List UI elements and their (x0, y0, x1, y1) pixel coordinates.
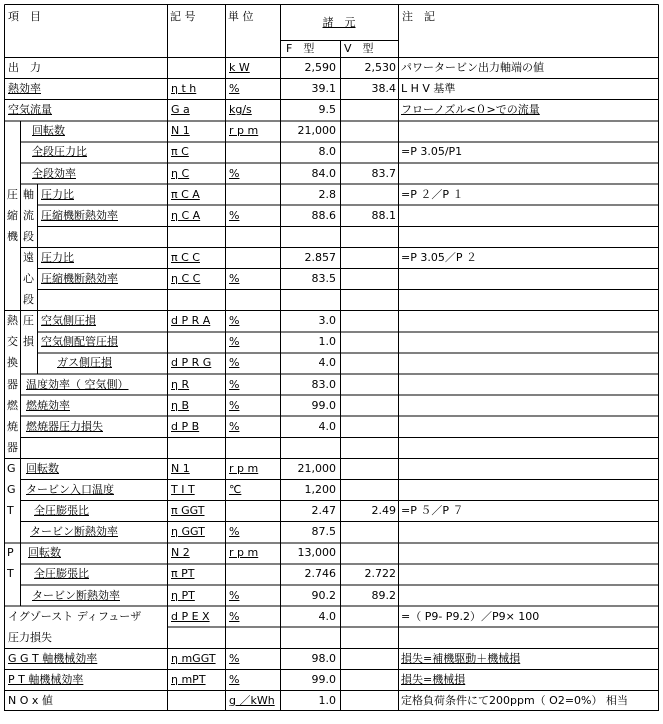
row-unit: % (229, 335, 240, 349)
row-symbol: π C (171, 145, 189, 159)
row-f-value: 4.0 (318, 609, 336, 623)
row-v-value: 2,530 (364, 61, 396, 74)
row-note: =P 3.05/P1 (401, 145, 463, 159)
row-label: G G T 軸機械効率 (8, 651, 98, 665)
group-combustor-char: 器 (7, 440, 18, 454)
row-unit: r p m (229, 124, 259, 138)
row-symbol: η C C (171, 272, 201, 285)
row-unit: % (229, 398, 240, 412)
row-symbol: π GGT (171, 504, 205, 518)
row-label: N O x 値 (8, 694, 53, 707)
header-f-type: F 型 (286, 42, 315, 55)
row-label: イグゾースト ディフューザ (8, 609, 142, 623)
row-v-value: 2.49 (371, 504, 396, 518)
row-unit: kg/s (229, 103, 252, 117)
row-unit: % (229, 82, 240, 96)
row-f-value: 83.0 (311, 377, 336, 391)
group-heat-exchanger-char: 器 (7, 377, 18, 391)
row-label: 温度効率（ 空気側） (26, 377, 129, 391)
row-label: 燃焼効率 (26, 398, 70, 412)
row-label: 圧力比 (41, 250, 74, 264)
row-symbol: η R (171, 377, 190, 391)
row-unit: % (229, 314, 240, 328)
header-unit: 単 位 (228, 10, 254, 23)
row-label: ガス側圧損 (57, 356, 112, 370)
row-unit: r p m (229, 546, 259, 560)
row-unit: g ／kWh (229, 694, 275, 707)
row-unit: % (229, 419, 240, 433)
row-symbol: η GGT (171, 525, 205, 539)
row-unit: r p m (229, 461, 259, 475)
row-unit: % (229, 609, 240, 623)
row-v-value: 83.7 (371, 166, 396, 180)
row-symbol: π PT (171, 567, 195, 581)
row-label: 回転数 (26, 461, 59, 475)
row-f-value: 99.0 (311, 672, 336, 686)
row-unit: % (229, 356, 240, 370)
row-note: パワータービン出力軸端の値 (401, 61, 544, 74)
group-ggt-char: T (7, 504, 14, 518)
row-label: 全圧膨張比 (34, 567, 89, 581)
row-label: 燃焼器圧力損失 (26, 419, 103, 433)
row-f-value: 1.0 (318, 694, 336, 707)
spec-sheet (4, 4, 659, 721)
row-unit: % (229, 525, 240, 539)
group-centrifugal-char: 段 (23, 293, 34, 307)
group-combustor-char: 焼 (7, 419, 18, 433)
row-label: P T 軸機械効率 (8, 672, 84, 686)
row-f-value: 39.1 (311, 82, 336, 96)
row-symbol: η t h (171, 82, 197, 96)
row-unit: % (229, 651, 240, 665)
row-label: タービン入口温度 (26, 483, 114, 496)
row-symbol: π C A (171, 187, 200, 201)
row-symbol: T I T (171, 483, 195, 496)
row-f-value: 13,000 (297, 546, 336, 560)
row-symbol: G a (171, 103, 190, 117)
group-axial-char: 流 (23, 208, 34, 222)
row-f-value: 84.0 (311, 166, 336, 180)
row-symbol: π C C (171, 250, 200, 264)
group-pt-char: P (7, 546, 14, 560)
row-symbol: d P R A (171, 314, 211, 328)
row-unit: % (229, 672, 240, 686)
row-label: 圧力比 (41, 187, 74, 201)
row-symbol: η C A (171, 208, 201, 222)
row-unit: k W (229, 61, 250, 74)
row-unit: % (229, 166, 240, 180)
row-label: 圧縮機断熱効率 (41, 208, 118, 222)
group-axial-char: 軸 (23, 187, 34, 201)
row-f-value: 1,200 (304, 483, 336, 496)
group-ggt-char: G (7, 483, 16, 496)
row-label: 空気側圧損 (41, 314, 96, 328)
row-symbol: N 2 (171, 546, 190, 560)
row-symbol: d P B (171, 419, 200, 433)
group-compressor-char: 縮 (7, 208, 18, 222)
row-unit: % (229, 208, 240, 222)
row-symbol: d P R G (171, 356, 212, 370)
row-note: =P ５／P ７ (401, 504, 464, 518)
group-compressor-char: 圧 (7, 187, 18, 201)
group-pressure-loss-char: 損 (23, 335, 34, 349)
row-unit: % (229, 377, 240, 391)
row-f-value: 2.857 (304, 250, 336, 264)
group-axial-char: 段 (23, 229, 34, 243)
header-v-type: V 型 (344, 42, 374, 55)
header-note: 注 記 (402, 10, 435, 23)
header-item: 項 目 (8, 10, 41, 23)
row-f-value: 3.0 (318, 314, 336, 328)
row-f-value: 83.5 (311, 272, 336, 285)
row-note: =P ２／P １ (401, 187, 464, 201)
row-note: L H V 基準 (401, 82, 456, 96)
row-f-value: 98.0 (311, 651, 336, 665)
row-f-value: 8.0 (318, 145, 336, 159)
row-f-value: 21,000 (297, 124, 336, 138)
row-note: フローノズル<０>での流量 (401, 103, 540, 117)
row-label: タービン断熱効率 (32, 588, 120, 602)
group-heat-exchanger-char: 交 (7, 335, 18, 349)
group-pt-char: T (7, 567, 14, 581)
row-f-value: 9.5 (318, 103, 336, 117)
row-note: 定格負荷条件にて200ppm（ O2=0%） 相当 (401, 694, 628, 707)
row-symbol: d P E X (171, 609, 210, 623)
row-f-value: 99.0 (311, 398, 336, 412)
row-f-value: 88.6 (311, 208, 336, 222)
row-label: 出 力 (8, 61, 41, 74)
row-symbol: N 1 (171, 461, 190, 475)
row-label: タービン断熱効率 (30, 525, 118, 539)
row-f-value: 90.2 (311, 588, 336, 602)
group-heat-exchanger-char: 熱 (7, 314, 18, 328)
row-v-value: 2.722 (364, 567, 396, 581)
row-symbol: N 1 (171, 124, 190, 138)
row-label: 全段圧力比 (32, 145, 87, 159)
group-pressure-loss-char: 圧 (23, 314, 34, 328)
row-note: 損失=機械損 (401, 672, 466, 686)
group-heat-exchanger-char: 換 (7, 356, 18, 370)
row-label: 空気側配管圧損 (41, 335, 118, 349)
row-symbol: η C (171, 166, 190, 180)
row-symbol: η PT (171, 588, 195, 602)
row-f-value: 4.0 (318, 419, 336, 433)
row-v-value: 38.4 (371, 82, 396, 96)
row-unit: % (229, 272, 240, 285)
row-note: =P 3.05／P ２ (401, 250, 477, 264)
row-label: 全段効率 (32, 166, 76, 180)
row-label: 空気流量 (8, 103, 52, 117)
row-f-value: 2.47 (311, 504, 336, 518)
row-f-value: 1.0 (318, 335, 336, 349)
row-symbol: η B (171, 398, 190, 412)
row-f-value: 4.0 (318, 356, 336, 370)
row-v-value: 88.1 (371, 208, 396, 222)
row-v-value: 89.2 (371, 588, 396, 602)
row-f-value: 87.5 (311, 525, 336, 539)
row-f-value: 2.746 (304, 567, 336, 581)
row-f-value: 2.8 (318, 187, 336, 201)
group-centrifugal-char: 遠 (23, 250, 34, 264)
group-centrifugal-char: 心 (23, 272, 34, 285)
row-label: 全圧膨張比 (34, 504, 89, 518)
header-spec: 諸 元 (322, 16, 356, 29)
row-unit: ℃ (229, 483, 242, 496)
row-unit: % (229, 588, 240, 602)
row-label: 熱効率 (8, 82, 41, 96)
row-label: 圧力損失 (8, 630, 52, 644)
group-combustor-char: 燃 (7, 398, 18, 412)
row-label: 圧縮機断熱効率 (41, 272, 118, 285)
row-label: 回転数 (28, 546, 61, 560)
row-note: 損失=補機駆動＋機械損 (401, 651, 521, 665)
header-symbol: 記 号 (170, 10, 196, 23)
group-ggt-char: G (7, 461, 16, 475)
row-symbol: η mPT (171, 672, 206, 686)
row-f-value: 21,000 (297, 461, 336, 475)
row-label: 回転数 (32, 124, 65, 138)
row-note: =（ P9- P9.2）／P9× 100 (401, 609, 540, 623)
row-f-value: 2,590 (304, 61, 336, 74)
group-compressor-char: 機 (7, 229, 18, 243)
row-symbol: η mGGT (171, 651, 216, 665)
